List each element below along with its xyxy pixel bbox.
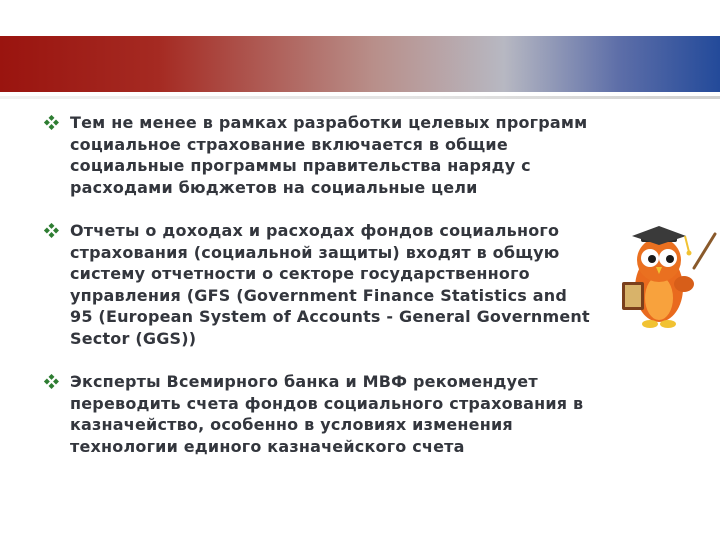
diamond-bullet-icon [44,223,59,238]
bullet-item [44,371,654,457]
bullet-text: Эксперты Всемирного банка и МВФ рекомендует переводить счета фондов социального страхования в казначейство, особенно в условиях изменения технологии единого казначейского счета [70,372,584,456]
slide-content [44,112,654,479]
owl-professor-icon [616,224,720,336]
bullet-item [44,112,654,198]
header-divider [0,96,720,99]
header-gradient-band [0,36,720,92]
bullet-item [44,220,654,349]
bullet-text: Тем не менее в рамках разработки целевых программ социальное страхование включается в общие социальные программы правительства наряду с расходами бюджетов на социальные цели [70,113,588,197]
bullet-text: Отчеты о доходах и расходах фондов социального страхования (социальной защиты) входят в общую систему отчетности о секторе государственного управления (GFS (Government Finance Statistics and 95 (European System of Accounts - General Government Sector (GGS)) [70,221,590,348]
diamond-bullet-icon [44,115,59,130]
diamond-bullet-icon [44,374,59,389]
